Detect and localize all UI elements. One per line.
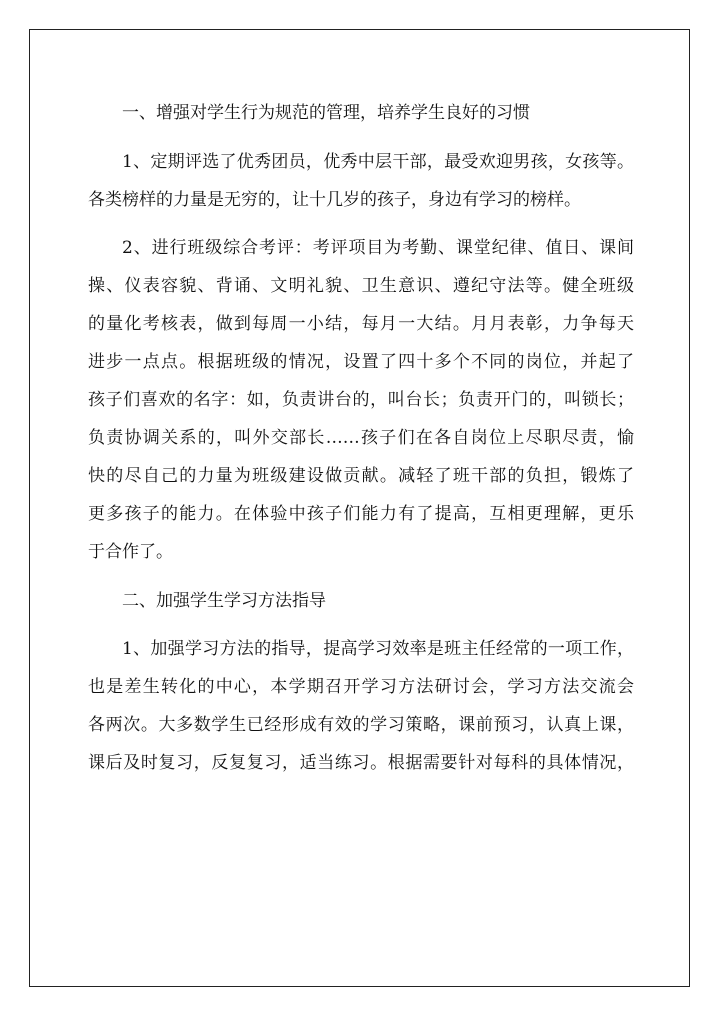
paragraph-item-1-1 xyxy=(88,143,634,219)
text-line: 更多孩子的能力。在体验中孩子们能力有了提高，互相更理解，更乐 xyxy=(88,504,634,524)
text-line: 负责协调关系的，叫外交部长……孩子们在各自岗位上尽职尽责，愉 xyxy=(88,428,634,448)
text-line: 1、定期评选了优秀团员，优秀中层干部，最受欢迎男孩，女孩等。 xyxy=(122,151,634,172)
text-line: 的量化考核表，做到每周一小结，每月一大结。月月表彰，力争每天 xyxy=(88,314,634,334)
text-line: 课后及时复习，反复复习，适当练习。根据需要针对每科的具体情况， xyxy=(88,753,634,773)
paragraph-item-1-2 xyxy=(88,229,634,571)
text-line: 快的尽自己的力量为班级建设做贡献。减轻了班干部的负担，锻炼了 xyxy=(88,466,634,486)
text-line: 进步一点点。根据班级的情况，设置了四十多个不同的岗位，并起了 xyxy=(88,352,634,372)
text-line: 也是差生转化的中心，本学期召开学习方法研讨会，学习方法交流会 xyxy=(88,677,634,697)
section-heading-1 xyxy=(88,94,634,132)
text-line: 孩子们喜欢的名字：如，负责讲台的，叫台长；负责开门的，叫锁长； xyxy=(88,390,634,410)
text-line: 于合作了。 xyxy=(88,542,173,562)
heading-line: 二、加强学生学习方法指导 xyxy=(122,590,326,611)
text-line: 操、仪表容貌、背诵、文明礼貌、卫生意识、遵纪守法等。健全班级 xyxy=(88,276,634,296)
text-line: 各类榜样的力量是无穷的，让十几岁的孩子，身边有学习的榜样。 xyxy=(88,189,581,210)
document-body xyxy=(88,94,634,782)
section-heading-2 xyxy=(88,582,634,620)
text-line: 各两次。大多数学生已经形成有效的学习策略，课前预习，认真上课， xyxy=(88,715,634,735)
heading-line: 一、增强对学生行为规范的管理，培养学生良好的习惯 xyxy=(122,103,530,123)
text-line: 2、进行班级综合考评：考评项目为考勤、课堂纪律、值日、课间 xyxy=(122,238,634,258)
text-line: 1、加强学习方法的指导，提高学习效率是班主任经常的一项工作， xyxy=(122,639,634,659)
paragraph-item-2-1 xyxy=(88,630,634,782)
